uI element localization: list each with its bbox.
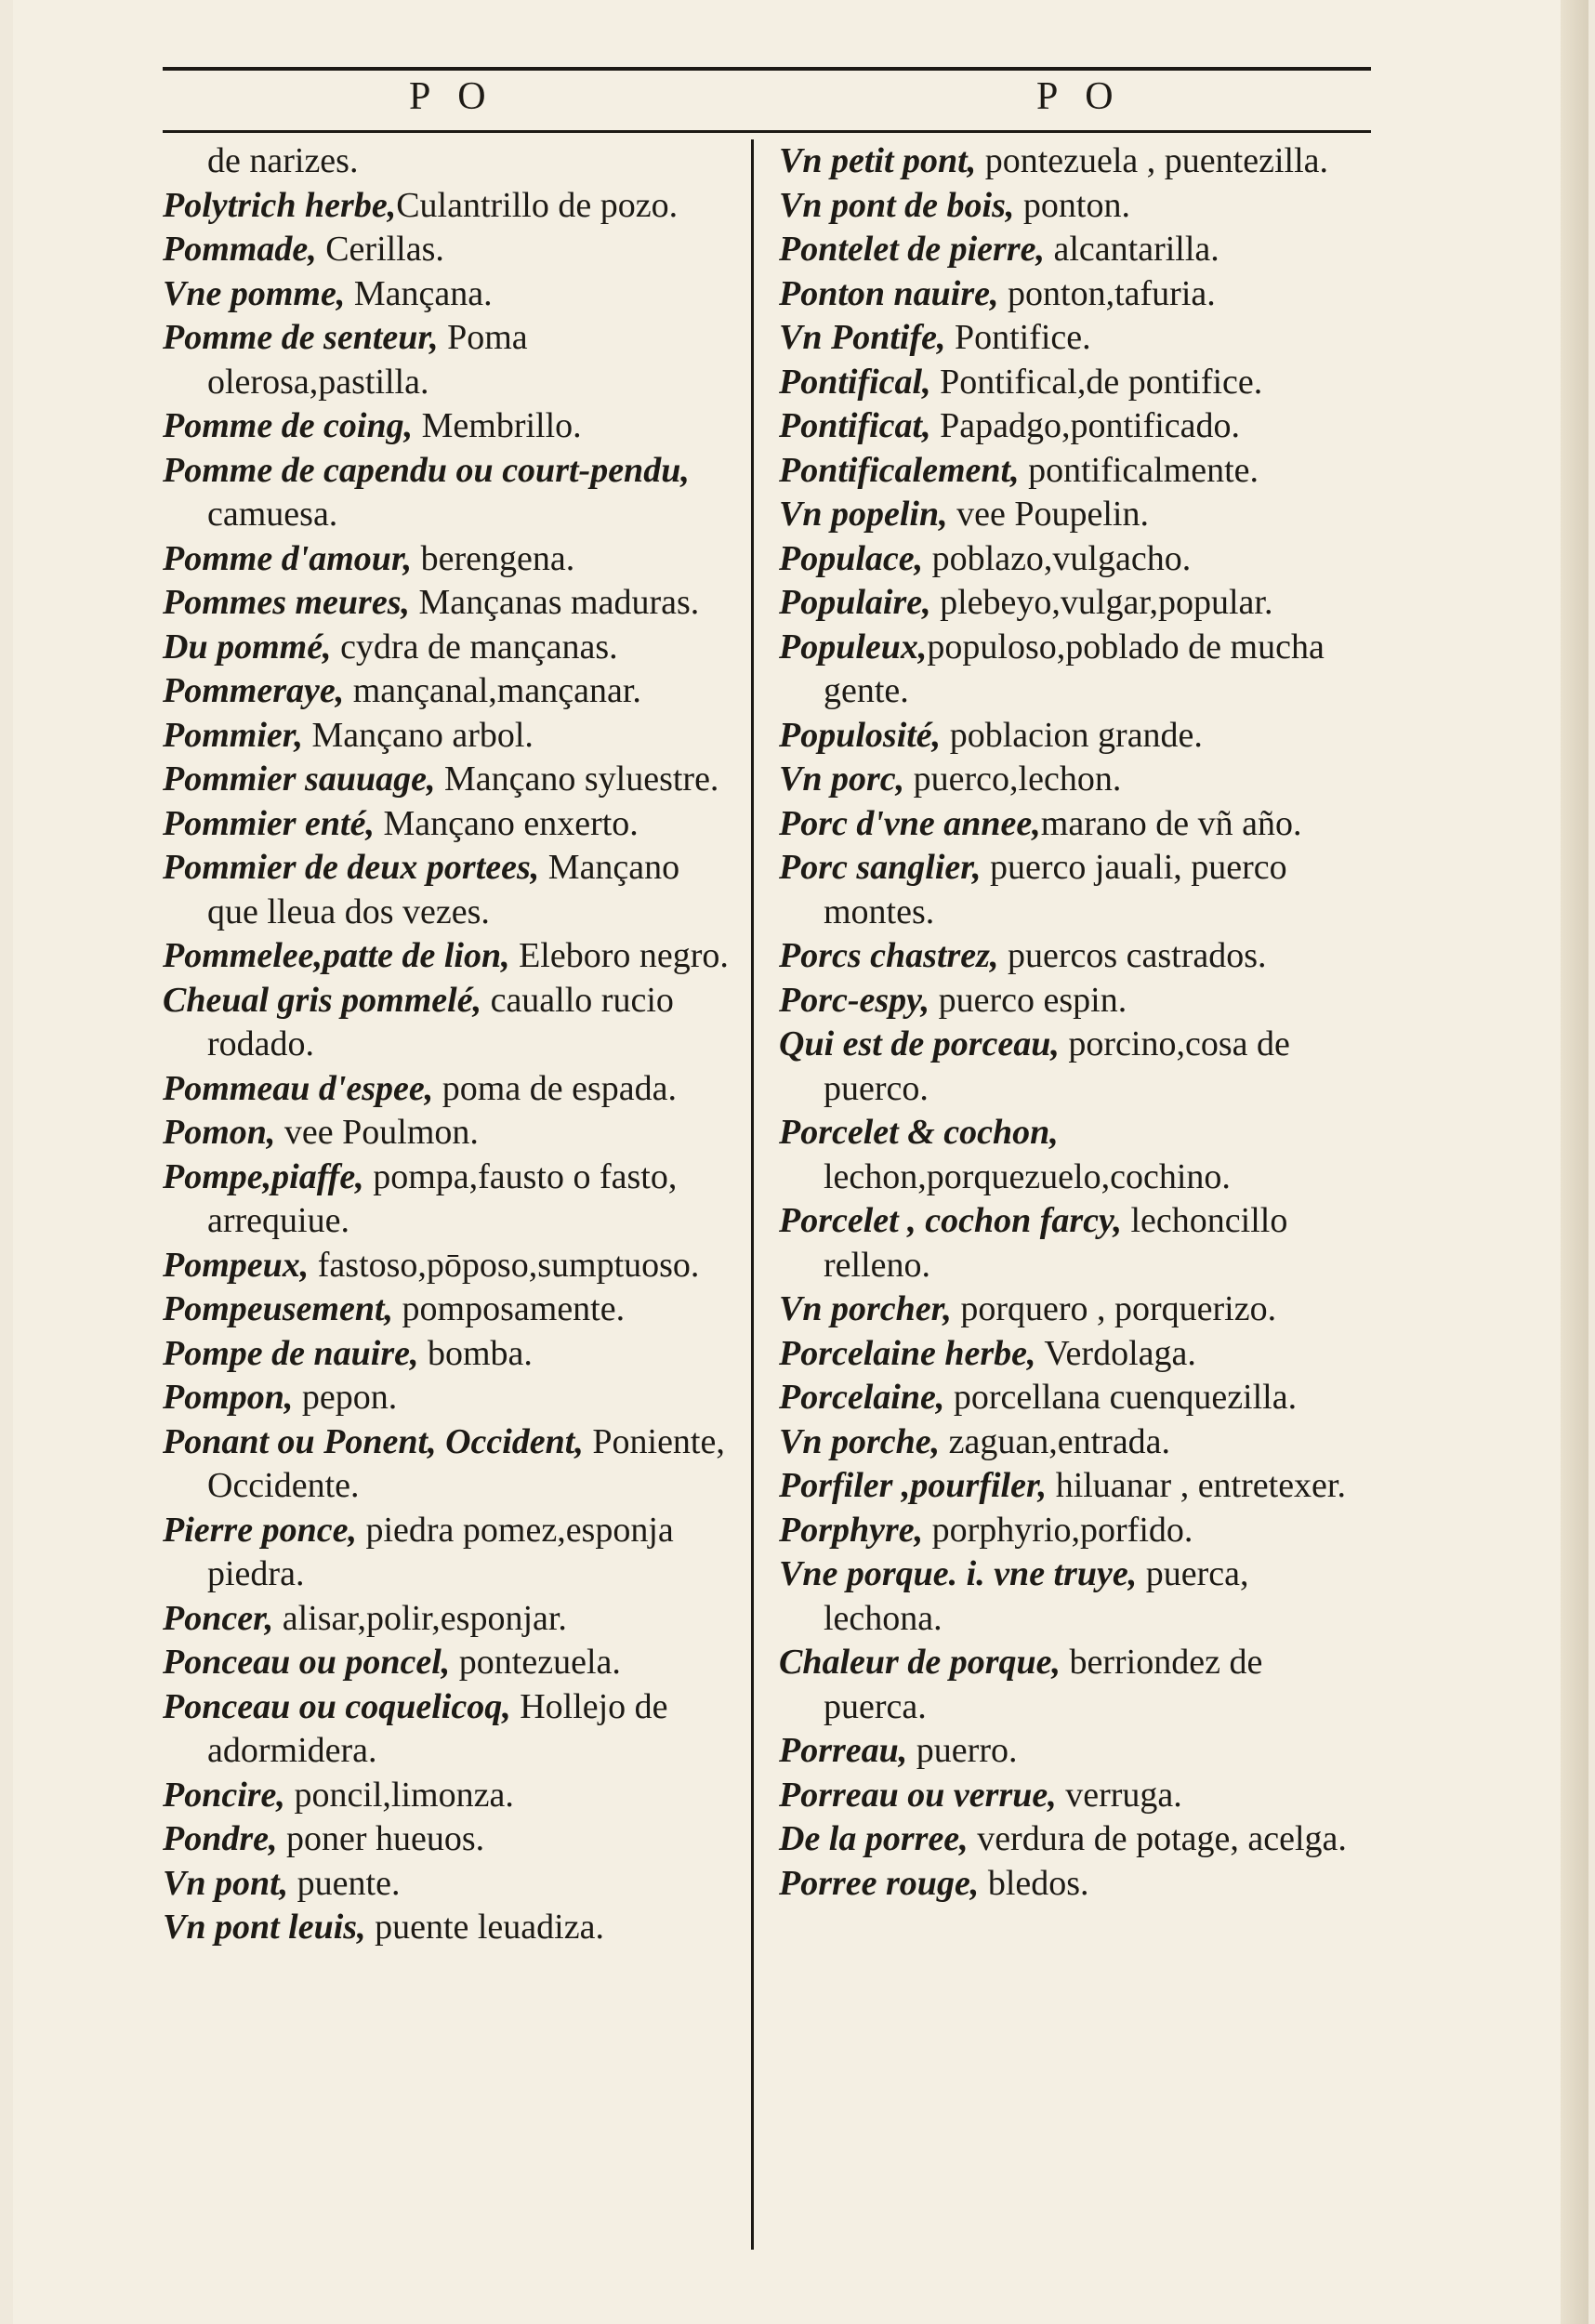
entry-headword: Pommelee,patte de lion, bbox=[163, 936, 510, 975]
entry-definition: Mançano que lleua dos vezes. bbox=[207, 848, 680, 931]
dictionary-entry bbox=[779, 1420, 1374, 1465]
dictionary-entry bbox=[779, 537, 1374, 582]
dictionary-entry bbox=[163, 1641, 739, 1685]
column-divider bbox=[751, 139, 754, 2250]
entry-definition: pompa,fausto o fasto, arrequiue. bbox=[207, 1156, 678, 1240]
dictionary-entry bbox=[779, 1641, 1374, 1729]
entry-headword: Pompe de nauire, bbox=[163, 1333, 419, 1373]
entry-headword: Polytrich herbe, bbox=[163, 185, 397, 225]
entry-headword: Pompeusement, bbox=[163, 1289, 394, 1328]
entry-definition: verdura de potage, acelga. bbox=[968, 1819, 1347, 1858]
dictionary-entry bbox=[779, 626, 1374, 714]
entry-definition: mançanal,mançanar. bbox=[344, 671, 641, 710]
entry-definition: berengena. bbox=[412, 538, 575, 578]
dictionary-entry bbox=[779, 493, 1374, 537]
entry-headword: Pomon, bbox=[163, 1113, 276, 1152]
dictionary-entry bbox=[779, 1287, 1374, 1332]
entry-definition: puercos castrados. bbox=[998, 936, 1267, 975]
entry-headword: Ponceau ou poncel, bbox=[163, 1643, 451, 1682]
entry-headword: Vne porque. i. vne truye, bbox=[779, 1554, 1138, 1593]
entry-headword: Vn pont leuis, bbox=[163, 1908, 366, 1947]
entry-definition: piedra pomez,esponja piedra. bbox=[207, 1510, 674, 1593]
entry-definition: puente leuadiza. bbox=[365, 1908, 604, 1947]
entry-headword: Chaleur de porque, bbox=[779, 1643, 1061, 1682]
dictionary-entry bbox=[779, 1509, 1374, 1553]
entry-definition: bomba. bbox=[418, 1333, 533, 1373]
dictionary-entry bbox=[163, 1862, 739, 1907]
entry-headword: Pomme de senteur, bbox=[163, 318, 439, 357]
dictionary-entry bbox=[779, 934, 1374, 979]
entry-definition: fastoso,pōposo,sumptuoso. bbox=[309, 1245, 700, 1285]
dictionary-entry bbox=[163, 979, 739, 1067]
entry-definition: Pontifice. bbox=[945, 318, 1091, 357]
dictionary-entry bbox=[779, 1199, 1374, 1287]
entry-definition: Verdolaga. bbox=[1035, 1333, 1196, 1373]
entry-definition: Culantrillo de pozo. bbox=[396, 185, 679, 225]
entry-headword: Pompon, bbox=[163, 1378, 294, 1417]
dictionary-entry bbox=[779, 1817, 1374, 1862]
entry-definition: Mançano syluestre. bbox=[435, 759, 719, 799]
entry-definition: plebeyo,vulgar,popular. bbox=[930, 583, 1273, 622]
dictionary-entry bbox=[779, 1552, 1374, 1641]
entry-headword: Porcelaine, bbox=[779, 1378, 945, 1417]
dictionary-entry bbox=[163, 1509, 739, 1597]
entry-headword: Pommier, bbox=[163, 715, 303, 755]
entry-headword: Qui est de porceau, bbox=[779, 1024, 1060, 1063]
entry-definition: Hollejo de adormidera. bbox=[207, 1686, 668, 1770]
entry-definition: cauallo rucio rodado. bbox=[207, 980, 674, 1063]
entry-definition: puerro. bbox=[907, 1731, 1018, 1770]
dictionary-entry bbox=[163, 1244, 739, 1288]
dictionary-entry bbox=[779, 802, 1374, 847]
entry-definition: poncil,limonza. bbox=[284, 1775, 514, 1815]
dictionary-entry bbox=[163, 272, 739, 317]
entry-definition: Poma olerosa,pastilla. bbox=[207, 318, 528, 402]
entry-definition: Mançano arbol. bbox=[302, 715, 534, 755]
entry-headword: Porc d'vne annee, bbox=[779, 803, 1041, 843]
dictionary-entry bbox=[163, 934, 739, 979]
entry-definition: Mançano enxerto. bbox=[374, 803, 639, 843]
entry-headword: Poncer, bbox=[163, 1598, 274, 1638]
entry-definition: puente. bbox=[288, 1863, 401, 1903]
entry-definition: pontezuela. bbox=[450, 1643, 621, 1682]
dictionary-entry bbox=[163, 626, 739, 670]
entry-definition: verruga. bbox=[1056, 1775, 1182, 1815]
entry-definition: Membrillo. bbox=[413, 406, 582, 445]
dictionary-entry bbox=[163, 581, 739, 626]
dictionary-entry bbox=[779, 1729, 1374, 1774]
entry-headword: Pommier sauuage, bbox=[163, 759, 436, 799]
dictionary-entry bbox=[779, 449, 1374, 494]
entry-headword: Populaire, bbox=[779, 583, 931, 622]
entry-headword: Vn popelin, bbox=[779, 495, 948, 534]
entry-headword: Pommeau d'espee, bbox=[163, 1068, 434, 1108]
entry-definition: puerco,lechon. bbox=[904, 759, 1122, 799]
dictionary-entry bbox=[779, 404, 1374, 449]
entry-headword: Porcs chastrez, bbox=[779, 936, 999, 975]
page-edge bbox=[1561, 0, 1588, 2324]
dictionary-entry bbox=[779, 758, 1374, 802]
entry-definition: porcino,cosa de puerco. bbox=[824, 1024, 1290, 1108]
entry-headword: Porc-espy, bbox=[779, 980, 930, 1020]
dictionary-entry bbox=[163, 537, 739, 582]
entry-definition: alcantarilla. bbox=[1044, 230, 1219, 269]
entry-definition: ponton,tafuria. bbox=[998, 273, 1216, 313]
entry-headword: Vn Pontife, bbox=[779, 318, 946, 357]
entry-headword: Pommier enté, bbox=[163, 803, 375, 843]
entry-definition: poner hueuos. bbox=[277, 1819, 485, 1858]
entry-headword: Du pommé, bbox=[163, 627, 332, 667]
dictionary-entry bbox=[779, 184, 1374, 229]
entry-definition: Mançanas maduras. bbox=[409, 583, 700, 622]
entry-definition: vee Poulmon. bbox=[275, 1113, 479, 1152]
entry-headword: Pommes meures, bbox=[163, 583, 410, 622]
dictionary-entry bbox=[163, 1287, 739, 1332]
entry-definition: poblazo,vulgacho. bbox=[923, 538, 1192, 578]
entry-headword: Pontificalement, bbox=[779, 450, 1020, 490]
dictionary-entry bbox=[779, 1376, 1374, 1420]
left-column bbox=[163, 139, 739, 1950]
entry-headword: Porreau ou verrue, bbox=[779, 1775, 1057, 1815]
entry-headword: Porcelet & cochon, bbox=[779, 1113, 1059, 1152]
dictionary-entry bbox=[163, 1067, 739, 1112]
entry-definition: pontezuela , puentezilla. bbox=[976, 141, 1328, 180]
entry-definition: hiluanar , entretexer. bbox=[1047, 1466, 1346, 1505]
entry-headword: Vn pont, bbox=[163, 1863, 289, 1903]
entry-headword: Populosité, bbox=[779, 715, 942, 755]
dictionary-entry bbox=[163, 669, 739, 714]
entry-headword: Porreau, bbox=[779, 1731, 908, 1770]
entry-definition: pepon. bbox=[293, 1378, 398, 1417]
entry-headword: Pontelet de pierre, bbox=[779, 230, 1045, 269]
running-head-left: P O bbox=[409, 75, 495, 118]
dictionary-entry bbox=[163, 1774, 739, 1818]
dictionary-entry bbox=[779, 1774, 1374, 1818]
entry-headword: Pommade, bbox=[163, 230, 317, 269]
entry-definition: puerca, lechona. bbox=[824, 1554, 1249, 1638]
entry-headword: Ponceau ou coquelicoq, bbox=[163, 1686, 511, 1726]
running-head-right: P O bbox=[1036, 75, 1123, 118]
entry-headword: Vn porc, bbox=[779, 759, 905, 799]
entry-definition: porphyrio,porfido. bbox=[923, 1510, 1193, 1550]
entry-definition: populoso,poblado de mucha gente. bbox=[824, 627, 1325, 710]
entry-definition: ponton. bbox=[1014, 185, 1130, 225]
dictionary-entry bbox=[163, 1155, 739, 1244]
dictionary-entry bbox=[163, 1906, 739, 1950]
dictionary-entry bbox=[779, 228, 1374, 272]
top-rule bbox=[163, 67, 1371, 71]
entry-headword: Cheual gris pommelé, bbox=[163, 980, 482, 1020]
entry-headword: Vne pomme, bbox=[163, 273, 346, 313]
dictionary-entry bbox=[163, 758, 739, 802]
entry-headword: Vn petit pont, bbox=[779, 141, 977, 180]
right-column bbox=[779, 139, 1374, 1906]
entry-headword: Porphyre, bbox=[779, 1510, 924, 1550]
entry-headword: Ponant ou Ponent, Occident, bbox=[163, 1421, 584, 1461]
entry-headword: Ponton nauire, bbox=[779, 273, 999, 313]
dictionary-entry bbox=[779, 846, 1374, 934]
entry-definition: porcellana cuenquezilla. bbox=[944, 1378, 1298, 1417]
entry-headword: Pontifical, bbox=[779, 362, 931, 402]
entry-definition: porquero , porquerizo. bbox=[951, 1289, 1277, 1328]
entry-headword: Porfiler ,pourfiler, bbox=[779, 1466, 1048, 1505]
entry-headword: Pompe,piaffe, bbox=[163, 1156, 364, 1196]
entry-headword: Vn porche, bbox=[779, 1421, 941, 1461]
dictionary-entry bbox=[163, 1685, 739, 1774]
entry-headword: De la porree, bbox=[779, 1819, 969, 1858]
entry-definition: poblacion grande. bbox=[941, 715, 1203, 755]
dictionary-entry bbox=[163, 184, 739, 229]
entry-headword: Porcelaine herbe, bbox=[779, 1333, 1036, 1373]
dictionary-entry bbox=[779, 714, 1374, 759]
entry-headword: Pontificat, bbox=[779, 406, 931, 445]
entry-definition: berriondez de puerca. bbox=[824, 1643, 1263, 1726]
entry-headword: Porree rouge, bbox=[779, 1863, 980, 1903]
entry-definition: pomposamente. bbox=[393, 1289, 626, 1328]
entry-definition: Cerillas. bbox=[316, 230, 444, 269]
dictionary-entry bbox=[163, 1597, 739, 1642]
entry-definition: camuesa. bbox=[207, 495, 338, 534]
dictionary-entry bbox=[163, 1420, 739, 1509]
dictionary-entry bbox=[163, 1817, 739, 1862]
entry-headword: Poncire, bbox=[163, 1775, 285, 1815]
entry-definition: Mançana. bbox=[345, 273, 493, 313]
entry-definition: puerco jauali, puerco montes. bbox=[824, 848, 1287, 931]
dictionary-entry bbox=[163, 316, 739, 404]
entry-headword: Populace, bbox=[779, 538, 924, 578]
entry-definition: puerco espin. bbox=[929, 980, 1127, 1020]
entry-definition: poma de espada. bbox=[433, 1068, 677, 1108]
dictionary-entry bbox=[779, 272, 1374, 317]
entry-headword: Pondre, bbox=[163, 1819, 278, 1858]
entry-definition: pontificalmente. bbox=[1019, 450, 1259, 490]
entry-definition: bledos. bbox=[979, 1863, 1089, 1903]
dictionary-entry bbox=[163, 139, 739, 184]
dictionary-entry bbox=[163, 846, 739, 934]
dictionary-entry bbox=[779, 139, 1374, 184]
dictionary-entry bbox=[779, 316, 1374, 361]
entry-headword: Populeux, bbox=[779, 627, 928, 667]
dictionary-entry bbox=[163, 1111, 739, 1155]
entry-definition: Poniente, Occidente. bbox=[207, 1421, 725, 1505]
dictionary-entry bbox=[163, 714, 739, 759]
entry-headword: Porcelet , cochon farcy, bbox=[779, 1201, 1122, 1240]
dictionary-entry bbox=[163, 1376, 739, 1420]
dictionary-entry bbox=[163, 404, 739, 449]
entry-headword: Pomme de capendu ou court-pendu, bbox=[163, 450, 690, 490]
entry-headword: Pomme de coing, bbox=[163, 406, 414, 445]
entry-headword: Pomme d'amour, bbox=[163, 538, 413, 578]
dictionary-entry bbox=[779, 581, 1374, 626]
entry-headword: Porc sanglier, bbox=[779, 848, 982, 887]
header-rule bbox=[163, 130, 1371, 133]
dictionary-entry bbox=[779, 979, 1374, 1023]
entry-definition: marano de vñ año. bbox=[1040, 803, 1302, 843]
entry-headword: Pompeux, bbox=[163, 1245, 310, 1285]
entry-headword: Pommier de deux portees, bbox=[163, 848, 540, 887]
dictionary-entry bbox=[779, 1862, 1374, 1907]
entry-definition: Pontifical,de pontifice. bbox=[930, 362, 1263, 402]
entry-definition: alisar,polir,esponjar. bbox=[273, 1598, 567, 1638]
dictionary-entry bbox=[163, 802, 739, 847]
entry-headword: Vn porcher, bbox=[779, 1289, 952, 1328]
entry-headword: Pommeraye, bbox=[163, 671, 345, 710]
dictionary-entry bbox=[779, 1332, 1374, 1377]
entry-definition: zaguan,entrada. bbox=[940, 1421, 1171, 1461]
entry-definition: vee Poupelin. bbox=[947, 495, 1149, 534]
entry-definition: cydra de mançanas. bbox=[331, 627, 618, 667]
dictionary-entry bbox=[779, 1464, 1374, 1509]
entry-definition: lechon,porquezuelo,cochino. bbox=[824, 1156, 1231, 1196]
entry-headword: Vn pont de bois, bbox=[779, 185, 1015, 225]
dictionary-entry bbox=[779, 361, 1374, 405]
dictionary-entry bbox=[163, 228, 739, 272]
entry-definition: lechoncillo relleno. bbox=[824, 1201, 1288, 1285]
entry-definition: Papadgo,pontificado. bbox=[930, 406, 1241, 445]
entry-headword: Pierre ponce, bbox=[163, 1510, 357, 1550]
dictionary-entry bbox=[779, 1111, 1374, 1199]
dictionary-entry bbox=[163, 1332, 739, 1377]
entry-definition: Eleboro negro. bbox=[509, 936, 729, 975]
entry-definition: de narizes. bbox=[207, 141, 359, 180]
dictionary-entry bbox=[163, 449, 739, 537]
dictionary-entry bbox=[779, 1023, 1374, 1111]
